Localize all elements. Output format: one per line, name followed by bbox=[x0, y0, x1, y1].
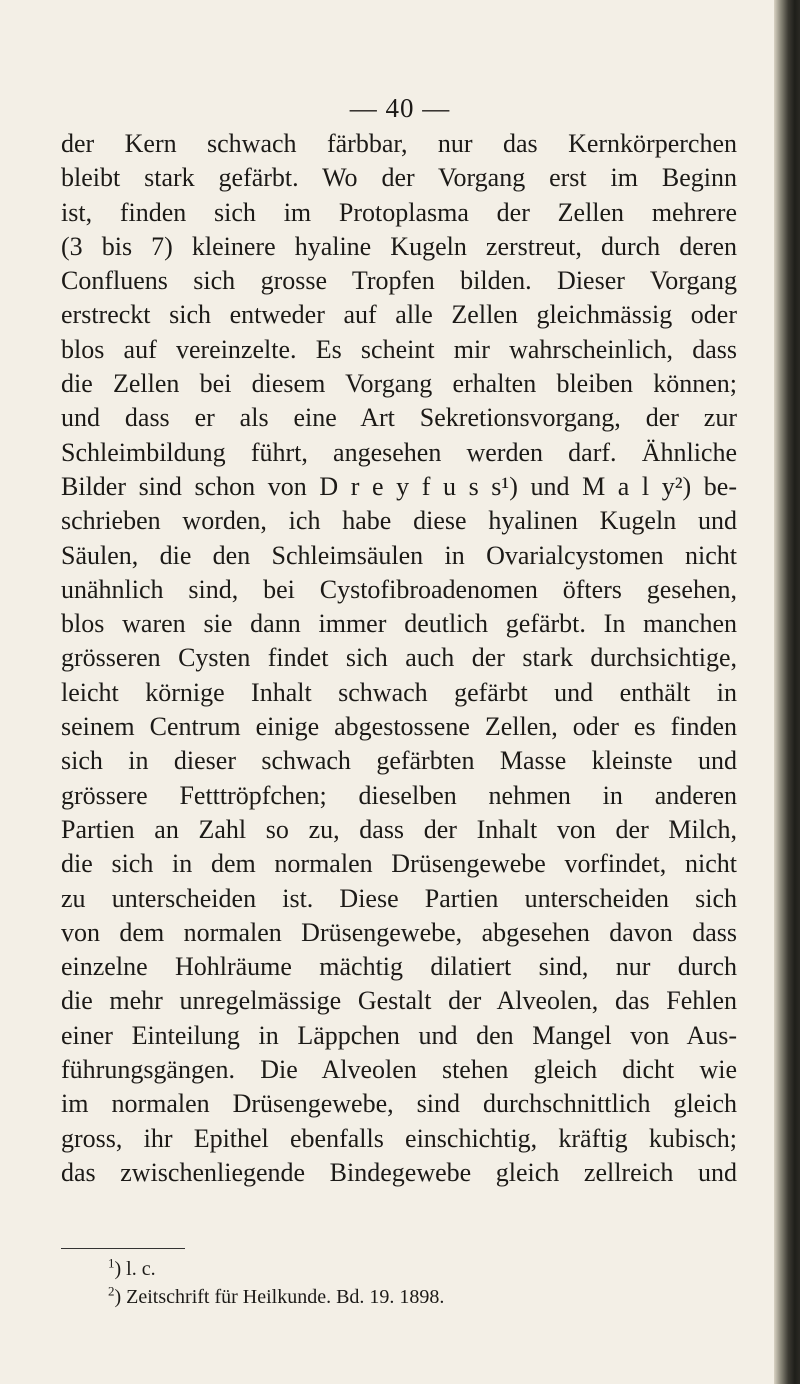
text-line: Schleimbildung führt, angesehen werden darf. Ähnliche bbox=[61, 437, 737, 467]
text-line: schrieben worden, ich habe diese hyalinen Kugeln und bbox=[61, 506, 737, 536]
text-line: erstreckt sich entweder auf alle Zellen gleichmässig oder bbox=[61, 300, 737, 330]
footnote-1 bbox=[108, 1255, 728, 1283]
footnote-divider bbox=[61, 1248, 185, 1249]
text-line: (3 bis 7) kleinere hyaline Kugeln zerstreut, durch deren bbox=[61, 231, 737, 261]
text-line: im normalen Drüsengewebe, sind durchschnittlich gleich bbox=[61, 1089, 737, 1119]
text-line: ist, finden sich im Protoplasma der Zellen mehrere bbox=[61, 197, 737, 227]
text-line: blos waren sie dann immer deutlich gefärbt. In manchen bbox=[61, 609, 737, 639]
footnote-mark: 2 bbox=[108, 1283, 115, 1299]
text-line: der Kern schwach färbbar, nur das Kernkörperchen bbox=[61, 129, 737, 158]
text-line: seinem Centrum einige abgestossene Zellen, oder es finden bbox=[61, 712, 737, 742]
text-line: das zwischenliegende Bindegewebe gleich zellreich und bbox=[61, 1157, 737, 1187]
footnote-text: ) l. c. bbox=[114, 1258, 156, 1280]
text-line: Säulen, die den Schleimsäulen in Ovarialcystomen nicht bbox=[61, 540, 737, 570]
text-line: gross, ihr Epithel ebenfalls einschichtig, kräftig kubisch; bbox=[61, 1123, 737, 1153]
text-line: blos auf vereinzelte. Es scheint mir wahrscheinlich, dass bbox=[61, 334, 737, 364]
footnotes bbox=[108, 1255, 728, 1311]
text-line: führungsgängen. Die Alveolen stehen gleich dicht wie bbox=[61, 1055, 737, 1085]
footnote-mark: 1 bbox=[108, 1255, 115, 1271]
text-line: einer Einteilung in Läppchen und den Mangel von Aus- bbox=[61, 1020, 737, 1050]
body-text bbox=[61, 127, 737, 1190]
text-line: bleibt stark gefärbt. Wo der Vorgang erst im Beginn bbox=[61, 163, 737, 193]
text-line: Partien an Zahl so zu, dass der Inhalt von der Milch, bbox=[61, 814, 737, 844]
text-line: und dass er als eine Art Sekretionsvorgang, der zur bbox=[61, 403, 737, 433]
footnote-text: ) Zeitschrift für Heilkunde. Bd. 19. 1898. bbox=[114, 1286, 445, 1308]
text-line: einzelne Hohlräume mächtig dilatiert sind, nur durch bbox=[61, 952, 737, 982]
footnote-2 bbox=[108, 1283, 728, 1311]
text-line: die sich in dem normalen Drüsengewebe vorfindet, nicht bbox=[61, 849, 737, 879]
text-line: grösseren Cysten findet sich auch der stark durchsichtige, bbox=[61, 643, 737, 673]
text-line: von dem normalen Drüsengewebe, abgesehen davon dass bbox=[61, 917, 737, 947]
text-line: die Zellen bei diesem Vorgang erhalten bleiben können; bbox=[61, 369, 737, 399]
page-number: — 40 — bbox=[349, 93, 451, 123]
text-line: unähnlich sind, bei Cystofibroadenomen öfters gesehen, bbox=[61, 574, 737, 604]
text-line: leicht körnige Inhalt schwach gefärbt und enthält in bbox=[61, 677, 737, 707]
text-line: zu unterscheiden ist. Diese Partien unterscheiden sich bbox=[61, 883, 737, 913]
text-line: Confluens sich grosse Tropfen bilden. Dieser Vorgang bbox=[61, 266, 737, 296]
text-line: grössere Fetttröpfchen; dieselben nehmen in anderen bbox=[61, 780, 737, 810]
text-line: die mehr unregelmässige Gestalt der Alveolen, das Fehlen bbox=[61, 986, 737, 1016]
text-line: sich in dieser schwach gefärbten Masse kleinste und bbox=[61, 746, 737, 776]
binding-edge bbox=[774, 0, 800, 1384]
text-line: Bilder sind schon von D r e y f u s s¹) und M a l y²) be- bbox=[61, 471, 737, 501]
